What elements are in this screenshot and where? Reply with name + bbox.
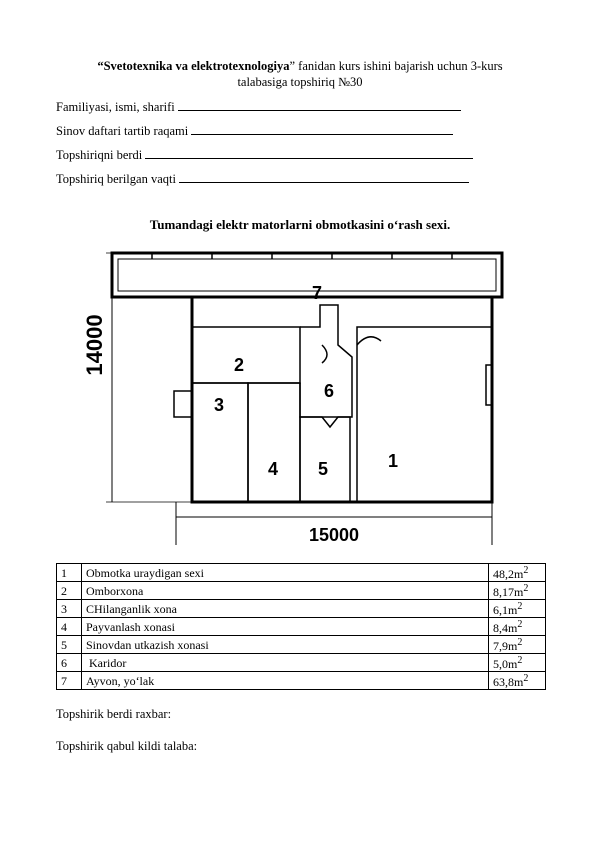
room-label-6: 6 (324, 381, 335, 401)
field-label: Familiyasi, ismi, sharifi (56, 100, 175, 114)
width-dimension: 15000 (308, 525, 360, 545)
student-signature: Topshirik qabul kildi talaba: (56, 739, 198, 753)
field-label: Topshiriqni berdi (56, 148, 143, 162)
assignment-header (56, 58, 544, 90)
room-number: 5 (57, 636, 82, 654)
plan-outline (106, 253, 502, 545)
fill-line[interactable] (179, 170, 469, 183)
room-number: 1 (57, 564, 82, 582)
room-label-5: 5 (318, 459, 329, 479)
header-line-1 (56, 58, 544, 74)
height-dimension: 14000 (82, 314, 107, 376)
area-value: 6,1m (493, 603, 518, 617)
table-row (57, 672, 546, 690)
table-row (57, 618, 546, 636)
rooms-table (56, 563, 546, 690)
field-record-book (56, 122, 546, 146)
fill-line[interactable] (145, 146, 473, 159)
table-row (57, 636, 546, 654)
leader-signature: Topshirik berdi raxbar: (56, 707, 172, 721)
room-2-outline (192, 327, 300, 383)
room-name: CHilanganlik xona (82, 600, 489, 618)
area-unit-exp: 2 (517, 619, 523, 630)
area-value: 5,0m (493, 657, 518, 671)
room-name: Obmotka uraydigan sexi (82, 564, 489, 582)
room-number: 2 (57, 582, 82, 600)
field-label: Topshiriq berilgan vaqti (56, 172, 176, 186)
door-swing (322, 345, 327, 363)
room-number: 6 (57, 654, 82, 672)
room-label-1: 1 (388, 451, 399, 471)
table-row (57, 582, 546, 600)
table-row (57, 600, 546, 618)
room-label-4: 4 (268, 459, 279, 479)
floor-plan (72, 245, 512, 555)
room-number: 7 (57, 672, 82, 690)
room-number: 3 (57, 600, 82, 618)
room-area (489, 618, 546, 636)
room-area (489, 600, 546, 618)
room-area (489, 564, 546, 582)
area-unit-exp: 2 (523, 565, 529, 576)
plan-labels (82, 283, 398, 545)
area-unit-exp: 2 (517, 601, 523, 612)
room-label-2: 2 (234, 355, 245, 375)
table-row (57, 564, 546, 582)
field-given-by (56, 146, 546, 170)
area-value: 48,2m (493, 567, 524, 581)
room-name: Omborxona (82, 582, 489, 600)
corridor-6-outline (300, 305, 352, 427)
room-4-outline (248, 383, 300, 502)
side-vestibule (174, 391, 192, 417)
area-unit-exp: 2 (517, 655, 523, 666)
room-name: Sinovdan utkazish xonasi (82, 636, 489, 654)
inner-top-wall (118, 259, 496, 291)
header-line-1-rest: ” fanidan kurs ishini bajarish uchun 3-kurs (289, 59, 503, 73)
room-area (489, 636, 546, 654)
room-1-outline (357, 327, 492, 502)
room-name: Ayvon, yo‘lak (82, 672, 489, 690)
field-date-given (56, 170, 546, 194)
room-area (489, 654, 546, 672)
area-unit-exp: 2 (523, 673, 529, 684)
subject-name: Svetotexnika va elektrotexnologiya (103, 59, 290, 73)
area-unit-exp: 2 (523, 583, 529, 594)
area-value: 63,8m (493, 675, 524, 689)
room-name: Payvanlash xonasi (82, 618, 489, 636)
fill-line[interactable] (191, 122, 453, 135)
field-label: Sinov daftari tartib raqami (56, 124, 189, 138)
room-name: Karidor (82, 654, 489, 672)
room-label-7: 7 (312, 283, 323, 303)
room-area (489, 672, 546, 690)
student-fields (56, 98, 546, 194)
fill-line[interactable] (178, 98, 461, 111)
field-full-name (56, 98, 546, 122)
area-value: 7,9m (493, 639, 518, 653)
area-value: 8,17m (493, 585, 524, 599)
room-area (489, 582, 546, 600)
outer-top-wall (112, 253, 502, 297)
area-unit-exp: 2 (517, 637, 523, 648)
header-line-2: talabasiga topshiriq №30 (237, 75, 363, 89)
document-title: Tumandagi elektr matorlarni obmotkasini o‘rash sexi. (149, 217, 451, 232)
room-label-3: 3 (214, 395, 225, 415)
area-value: 8,4m (493, 621, 518, 635)
door-swing (357, 337, 381, 345)
quote-open: “ (97, 59, 104, 73)
room-number: 4 (57, 618, 82, 636)
table-row (57, 654, 546, 672)
